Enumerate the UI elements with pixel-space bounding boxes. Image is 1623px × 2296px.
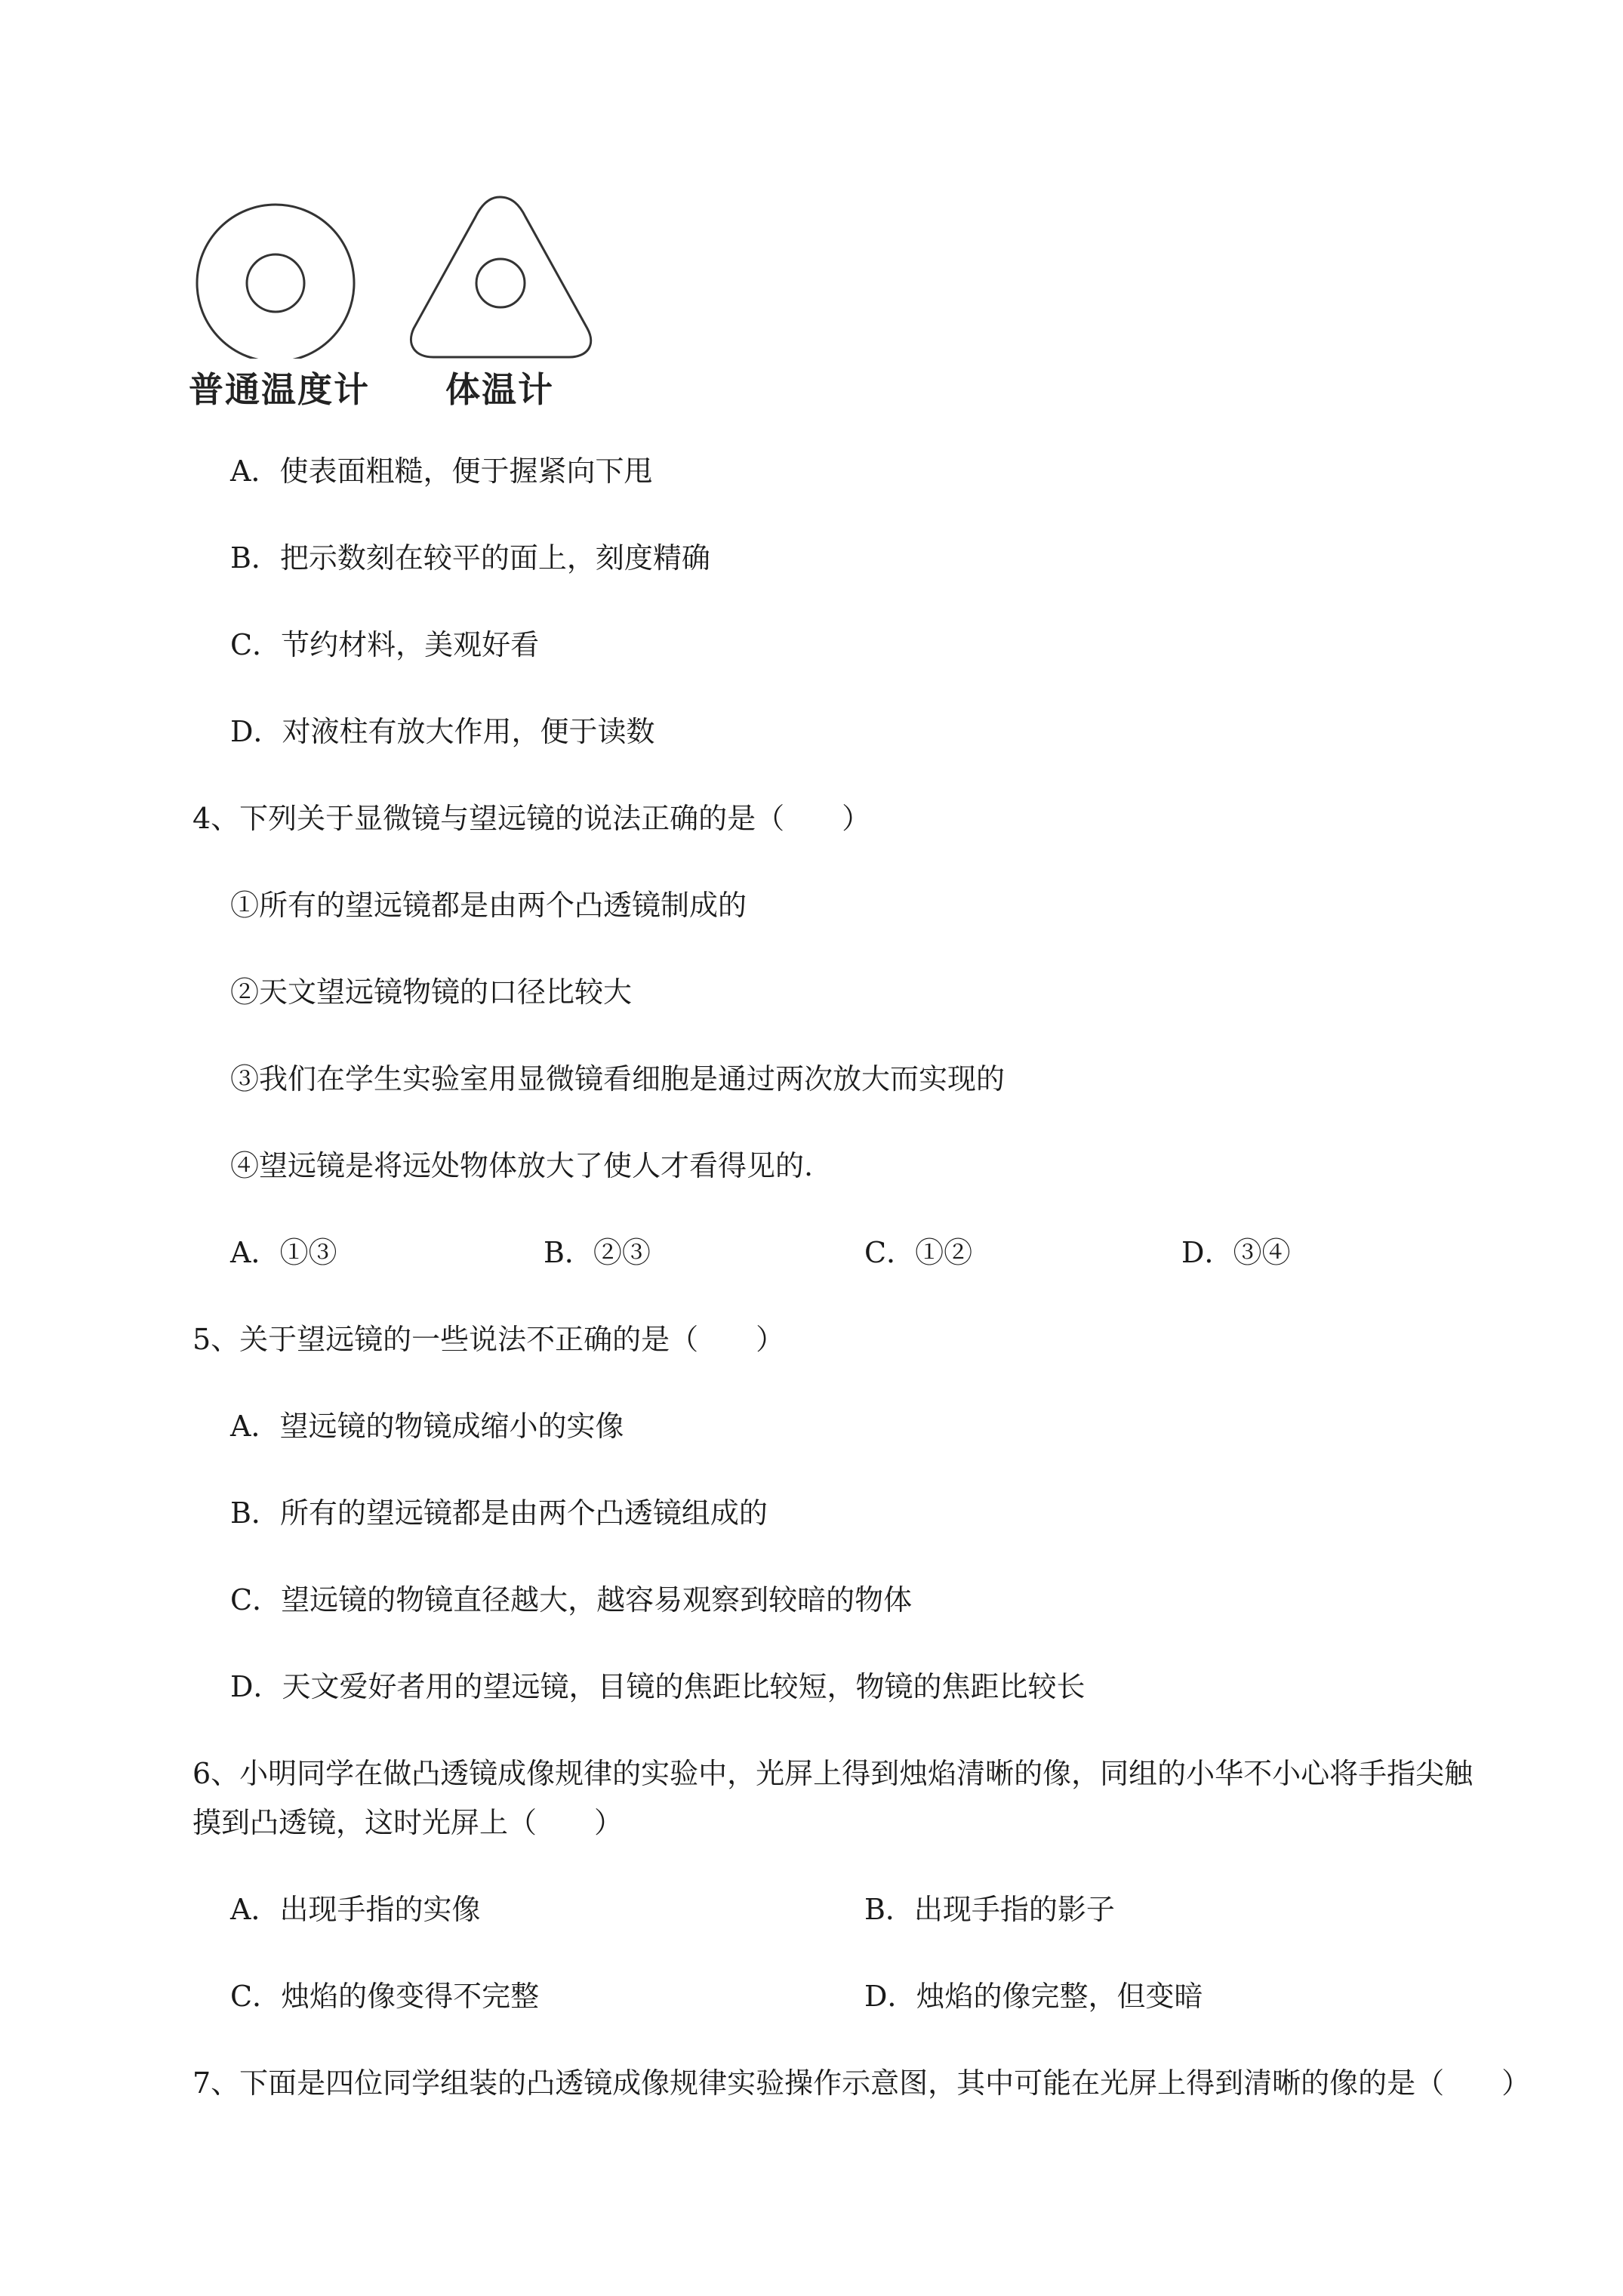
q5-option-a: A．望远镜的物镜成缩小的实像 (230, 1410, 624, 1443)
cross-section-drawing (189, 193, 611, 359)
q6-stem-line-2: 摸到凸透镜，这时光屏上（ ） (192, 1806, 624, 1839)
q5-option-d: D．天文爱好者用的望远镜，目镜的焦距比较短，物镜的焦距比较长 (230, 1670, 1086, 1703)
q6-option-d: D．烛焰的像完整，但变暗 (864, 1980, 1203, 2013)
q4-statement-1: ①所有的望远镜都是由两个凸透镜制成的 (230, 889, 747, 922)
q4-statement-2: ②天文望远镜物镜的口径比较大 (230, 975, 633, 1009)
thermometer-cross-section-figure (189, 193, 611, 419)
ordinary-thermometer-outer-circle (197, 205, 354, 359)
q4-option-a: A．①③ (230, 1236, 337, 1269)
q5-option-b: B．所有的望远镜都是由两个凸透镜组成的 (230, 1496, 768, 1530)
q4-statement-4: ④望远镜是将远处物体放大了使人才看得见的. (230, 1149, 814, 1182)
q3-option-c: C．节约材料，美观好看 (230, 628, 540, 661)
clinical-thermometer-label: 体温计 (445, 369, 554, 410)
q6-option-a: A．出现手指的实像 (230, 1893, 481, 1926)
q4-stem: 4、下列关于显微镜与望远镜的说法正确的是（ ） (192, 802, 871, 835)
q3-option-b: B．把示数刻在较平的面上，刻度精确 (230, 541, 710, 575)
q4-option-c: C．①② (864, 1236, 973, 1269)
q5-option-c: C．望远镜的物镜直径越大，越容易观察到较暗的物体 (230, 1583, 913, 1616)
q6-stem-line-1: 6、小明同学在做凸透镜成像规律的实验中，光屏上得到烛焰清晰的像，同组的小华不小心将手指尖触 (192, 1757, 1474, 1790)
q4-statement-3: ③我们在学生实验室用显微镜看细胞是通过两次放大而实现的 (230, 1062, 1006, 1096)
q5-stem: 5、关于望远镜的一些说法不正确的是（ ） (192, 1323, 785, 1356)
q6-option-c: C．烛焰的像变得不完整 (230, 1980, 540, 2013)
q7-stem: 7、下面是四位同学组装的凸透镜成像规律实验操作示意图，其中可能在光屏上得到清晰的像的是（ ） (192, 2066, 1531, 2100)
ordinary-thermometer-label: 普通温度计 (189, 369, 370, 410)
clinical-thermometer-inner-circle (476, 259, 525, 307)
q3-option-a: A．使表面粗糙，便于握紧向下甩 (230, 455, 653, 488)
q4-option-d: D．③④ (1181, 1236, 1291, 1269)
ordinary-thermometer-inner-circle (247, 254, 304, 312)
q4-option-b: B．②③ (544, 1236, 651, 1269)
clinical-thermometer-triangle-outline (411, 197, 590, 357)
q6-option-b: B．出现手指的影子 (864, 1893, 1115, 1926)
q3-option-d: D．对液柱有放大作用，便于读数 (230, 715, 655, 748)
